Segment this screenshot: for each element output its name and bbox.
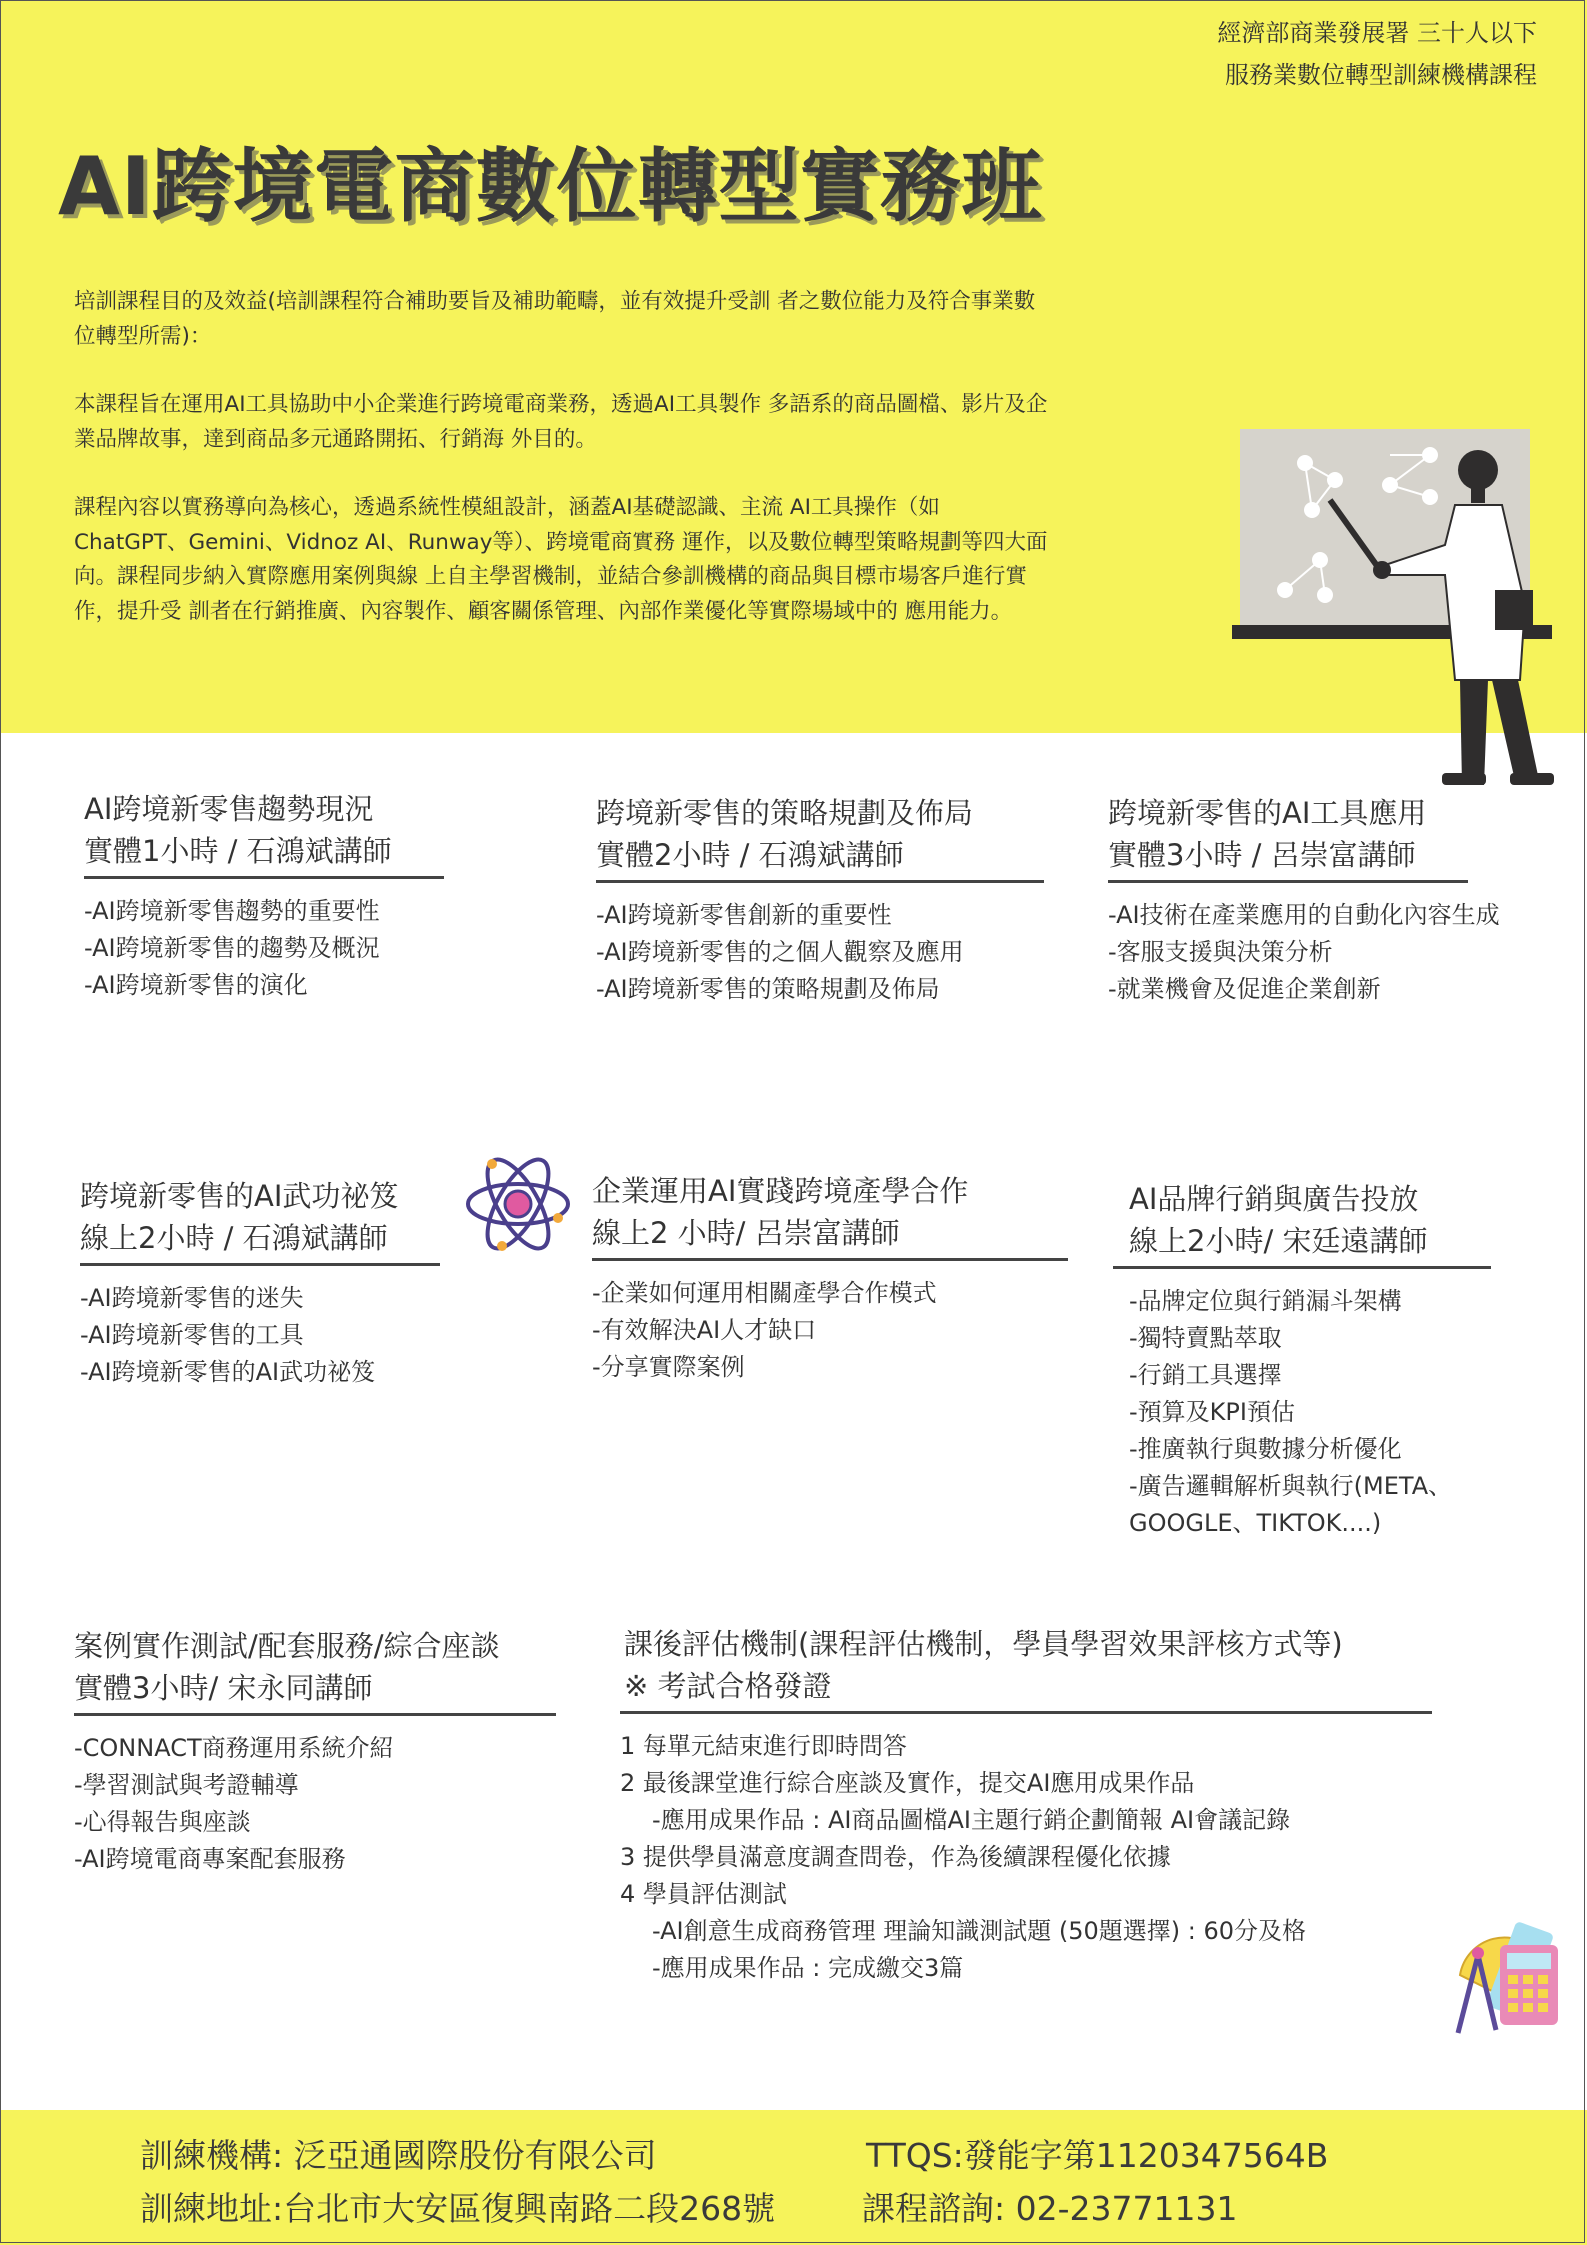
atom-icon (462, 1148, 574, 1264)
teacher-illustration (1230, 425, 1560, 799)
list-item: 1 每單元結束進行即時問答 (620, 1732, 907, 1760)
module-2-hours: 實體2小時 / 石鴻斌講師 (596, 838, 904, 872)
module-4-hours: 線上2小時 / 石鴻斌講師 (80, 1221, 388, 1255)
module-5-heading (592, 1170, 1068, 1261)
module-3-title: 跨境新零售的AI工具應用 (1108, 796, 1427, 830)
module-6-title: AI品牌行銷與廣告投放 (1129, 1182, 1419, 1216)
module-3-heading (1108, 792, 1468, 883)
course-intro (74, 285, 1054, 663)
list-item: -預算及KPI預估 (1129, 1398, 1295, 1426)
list-item: -AI跨境新零售趨勢的重要性 (84, 897, 380, 925)
module-2-title: 跨境新零售的策略規劃及佈局 (596, 796, 974, 830)
module-4-list (80, 1280, 440, 1391)
list-item: -AI跨境新零售的迷失 (80, 1284, 304, 1312)
list-item: -分享實際案例 (592, 1353, 745, 1381)
module-4-title: 跨境新零售的AI武功祕笈 (80, 1179, 399, 1213)
evaluation-subtitle: ※ 考試合格發證 (624, 1669, 832, 1703)
list-item: -CONNACT商務運用系統介紹 (74, 1734, 394, 1762)
list-item: -AI跨境新零售的策略規劃及佈局 (596, 975, 940, 1003)
sponsor-line-1: 經濟部商業發展署 三十人以下 (1217, 19, 1537, 47)
page-title: AI跨境電商數位轉型實務班 (58, 140, 1043, 233)
evaluation-list (620, 1728, 1432, 1987)
list-item: -AI創意生成商務管理 理論知識測試題 (50題選擇) : 60分及格 (652, 1917, 1307, 1945)
module-5 (592, 1170, 1068, 1386)
list-item: -AI跨境新零售的工具 (80, 1321, 304, 1349)
list-item: -AI跨境新零售創新的重要性 (596, 901, 892, 929)
list-item: -推廣執行與數據分析優化 (1129, 1435, 1402, 1463)
evaluation-heading (620, 1623, 1432, 1714)
module-4-heading (80, 1175, 440, 1266)
module-7-list (74, 1730, 556, 1878)
list-item: -客服支援與決策分析 (1108, 938, 1333, 966)
list-item: -企業如何運用相關產學合作模式 (592, 1279, 937, 1307)
module-7-title: 案例實作測試/配套服務/綜合座談 (74, 1629, 500, 1663)
list-item: -廣告邏輯解析與執行(META、 (1129, 1472, 1453, 1500)
module-2 (596, 792, 1044, 1008)
list-item: -品牌定位與行銷漏斗架構 (1129, 1287, 1402, 1315)
module-7-hours: 實體3小時/ 宋永同講師 (74, 1671, 373, 1705)
list-item: -應用成果作品 : AI商品圖檔AI主題行銷企劃簡報 AI會議記錄 (652, 1806, 1291, 1834)
module-3 (1108, 792, 1500, 1008)
list-item: -學習測試與考證輔導 (74, 1771, 299, 1799)
list-item: -AI跨境新零售的AI武功祕笈 (80, 1358, 376, 1386)
list-item: -心得報告與座談 (74, 1808, 251, 1836)
footer-org: 訓練機構: 泛亞通國際股份有限公司 (140, 2136, 657, 2175)
footer-ttqs: TTQS:發能字第1120347564B (866, 2136, 1329, 2175)
footer-address: 訓練地址:台北市大安區復興南路二段268號 (140, 2189, 776, 2228)
module-6-heading (1113, 1178, 1491, 1269)
list-item: -行銷工具選擇 (1129, 1361, 1282, 1389)
module-5-title: 企業運用AI實踐跨境產學合作 (592, 1174, 969, 1208)
evaluation-title: 課後評估機制(課程評估機制，學員學習效果評核方式等) (624, 1627, 1343, 1661)
evaluation-section (620, 1623, 1432, 1987)
module-1 (84, 788, 444, 1004)
list-item: -有效解決AI人才缺口 (592, 1316, 817, 1344)
stationery-icon (1440, 1915, 1570, 2049)
module-7-heading (74, 1625, 556, 1716)
module-6 (1113, 1178, 1491, 1542)
footer-phone: 課程諮詢: 02-23771131 (862, 2189, 1238, 2228)
module-1-title: AI跨境新零售趨勢現況 (84, 792, 374, 826)
module-4 (80, 1175, 440, 1391)
list-item: -AI跨境新零售的趨勢及概況 (84, 934, 380, 962)
list-item: GOOGLE、TIKTOK....) (1129, 1509, 1382, 1537)
intro-paragraph-2: 課程內容以實務導向為核心，透過系統性模組設計，涵蓋AI基礎認識、主流 AI工具操作（如ChatGPT、Gemini、Vidnoz AI、Runway等）、跨境電商實務 運作，以及數位轉型策略規劃等四大面向。課程同步納入實際應用案例與線 上自主學習機制，並結合參訓機構的商品與目標市場客戶進行實作，提升受 訓者在行銷推廣、內容製作、顧客關係管理、內部作業優化等實際場域中的 應用能力。 (74, 495, 1048, 624)
module-3-list (1108, 897, 1500, 1008)
sponsor-info (1217, 12, 1537, 96)
intro-paragraph-1: 本課程旨在運用AI工具協助中小企業進行跨境電商業務，透過AI工具製作 多語系的商品圖檔、影片及企業品牌故事，達到商品多元通路開拓、行銷海 外目的。 (74, 392, 1048, 452)
module-7 (74, 1625, 556, 1878)
module-5-hours: 線上2 小時/ 呂崇富講師 (592, 1216, 900, 1250)
list-item: -獨特賣點萃取 (1129, 1324, 1282, 1352)
module-1-list (84, 893, 444, 1004)
list-item: -AI跨境新零售的演化 (84, 971, 308, 999)
list-item: -就業機會及促進企業創新 (1108, 975, 1381, 1003)
module-2-list (596, 897, 1044, 1008)
module-6-list (1113, 1283, 1491, 1542)
intro-heading: 培訓課程目的及效益(培訓課程符合補助要旨及補助範疇，並有效提升受訓 者之數位能力及符合事業數位轉型所需)： (74, 289, 1036, 349)
module-6-hours: 線上2小時/ 宋廷遠講師 (1129, 1224, 1428, 1258)
module-1-heading (84, 788, 444, 879)
module-5-list (592, 1275, 1068, 1386)
list-item: -AI技術在產業應用的自動化內容生成 (1108, 901, 1500, 929)
list-item: 4 學員評估測試 (620, 1880, 787, 1908)
list-item: 3 提供學員滿意度調查問卷，作為後續課程優化依據 (620, 1843, 1171, 1871)
list-item: -AI跨境電商專案配套服務 (74, 1845, 346, 1873)
module-1-hours: 實體1小時 / 石鴻斌講師 (84, 834, 392, 868)
list-item: -AI跨境新零售的之個人觀察及應用 (596, 938, 964, 966)
list-item: 2 最後課堂進行綜合座談及實作，提交AI應用成果作品 (620, 1769, 1195, 1797)
sponsor-line-2: 服務業數位轉型訓練機構課程 (1225, 61, 1537, 89)
module-2-heading (596, 792, 1044, 883)
module-3-hours: 實體3小時 / 呂崇富講師 (1108, 838, 1416, 872)
list-item: -應用成果作品 : 完成繳交3篇 (652, 1954, 964, 1982)
